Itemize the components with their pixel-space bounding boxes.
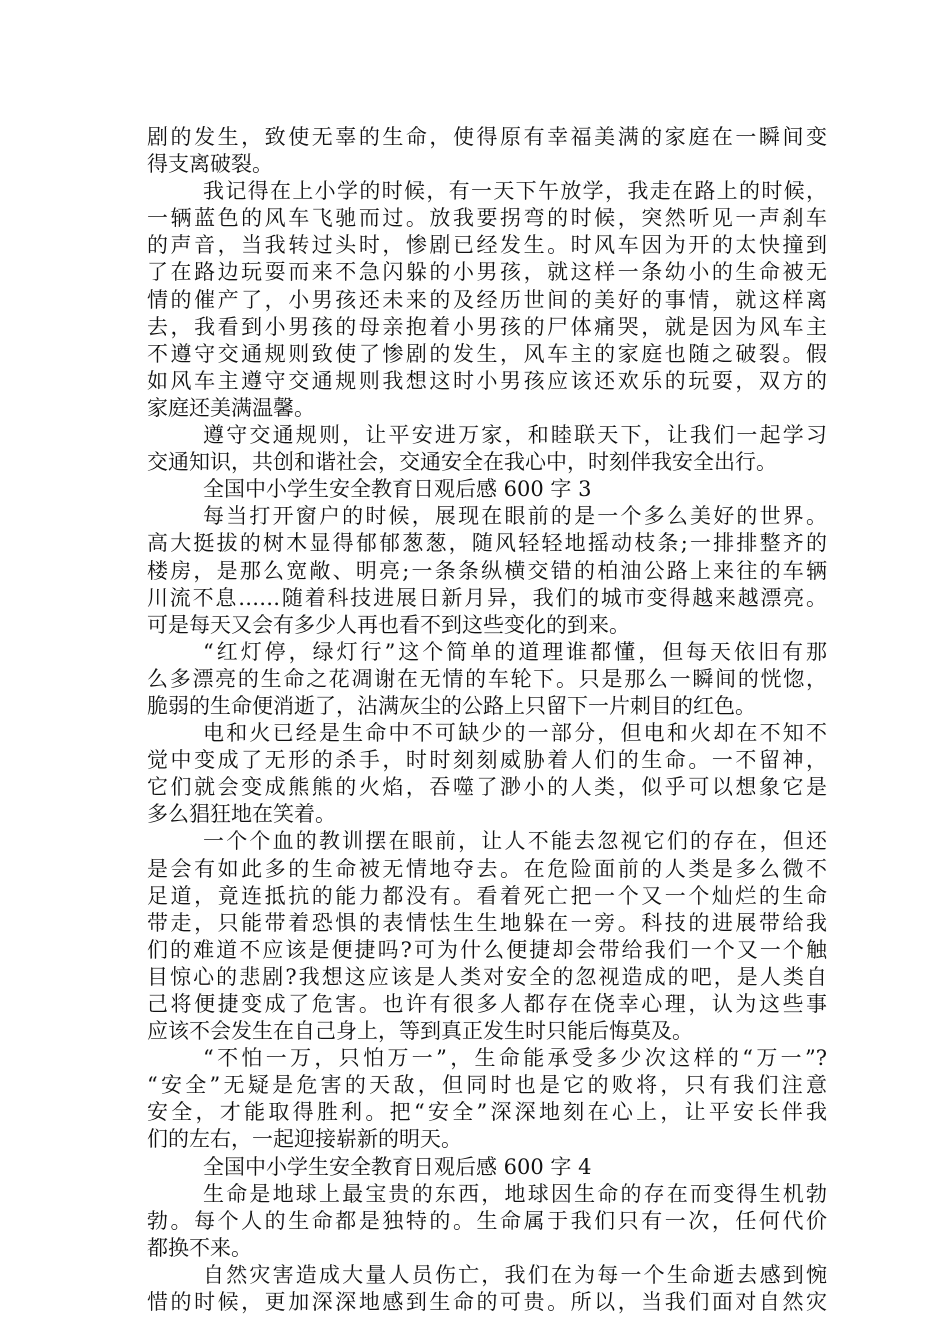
document-page (147, 124, 827, 1316)
text-line: 电和火已经是生命中不可缺少的一部分，但电和火却在不知不 (203, 721, 827, 746)
text-line: 它们就会变成熊熊的火焰，吞噬了渺小的人类，似乎可以想象它是 (147, 775, 827, 800)
text-line: 足道，竟连抵抗的能力都没有。看着死亡把一个又一个灿烂的生命 (147, 883, 827, 908)
text-line: 生命是地球上最宝贵的东西，地球因生命的存在而变得生机勃 (203, 1181, 827, 1206)
text-line: 每当打开窗户的时候，展现在眼前的是一个多么美好的世界。 (203, 504, 827, 529)
text-line: “安全”无疑是危害的天敌，但同时也是它的败将，只有我们注意 (147, 1073, 827, 1098)
text-line: 们的难道不应该是便捷吗?可为什么便捷却会带给我们一个又一个触 (147, 937, 827, 962)
text-line: 交通知识，共创和谐社会，交通安全在我心中，时刻伴我安全出行。 (147, 450, 777, 475)
text-line: 情的催产了，小男孩还未来的及经历世间的美好的事情，就这样离 (147, 287, 827, 312)
text-line: 得支离破裂。 (147, 152, 273, 177)
text-line: 安全，才能取得胜利。把“安全”深深地刻在心上，让平安长伴我 (147, 1100, 827, 1125)
text-line: 如风车主遵守交通规则我想这时小男孩应该还欢乐的玩耍，双方的 (147, 368, 827, 393)
text-line: 勃。每个人的生命都是独特的。生命属于我们只有一次，任何代价 (147, 1208, 827, 1233)
text-line: 高大挺拔的树木显得郁郁葱葱，随风轻轻地摇动枝条;一排排整齐的 (147, 531, 827, 556)
text-line: 剧的发生，致使无辜的生命，使得原有幸福美满的家庭在一瞬间变 (147, 125, 827, 149)
text-line: 么多漂亮的生命之花凋谢在无情的车轮下。只是那么一瞬间的恍惚， (147, 666, 827, 691)
text-line: 一辆蓝色的风车飞驰而过。放我要拐弯的时候，突然听见一声刹车 (147, 206, 827, 231)
text-line: 楼房，是那么宽敞、明亮;一条条纵横交错的柏油公路上来往的车辆 (147, 558, 827, 583)
text-line: 去，我看到小男孩的母亲抱着小男孩的尸体痛哭，就是因为风车主 (147, 314, 827, 339)
text-line: 我记得在上小学的时候，有一天下午放学，我走在路上的时候， (203, 179, 827, 204)
text-line: 惜的时候，更加深深地感到生命的可贵。所以，当我们面对自然灾 (147, 1290, 827, 1315)
text-line: 自然灾害造成大量人员伤亡，我们在为每一个生命逝去感到惋 (203, 1262, 827, 1287)
text-line: “不怕一万，只怕万一”，生命能承受多少次这样的“万一”? (203, 1046, 827, 1071)
text-line: 的声音，当我转过头时，惨剧已经发生。时风车因为开的太快撞到 (147, 233, 827, 258)
text-line: 带走，只能带着恐惧的表情怯生生地躲在一旁。科技的进展带给我 (147, 910, 827, 935)
text-line: 遵守交通规则，让平安进万家，和睦联天下，让我们一起学习 (203, 423, 827, 448)
text-line: 一个个血的教训摆在眼前，让人不能去忽视它们的存在，但还 (203, 829, 827, 854)
text-line: 不遵守交通规则致使了惨剧的发生，风车主的家庭也随之破裂。假 (147, 341, 827, 366)
text-line: 脆弱的生命便消逝了，沾满灰尘的公路上只留下一片刺目的红色。 (147, 693, 756, 718)
text-line: 是会有如此多的生命被无情地夺去。在危险面前的人类是多么微不 (147, 856, 827, 881)
text-line: “红灯停，绿灯行”这个简单的道理谁都懂，但每天依旧有那 (203, 639, 827, 664)
text-line: 多么猖狂地在笑着。 (147, 802, 336, 827)
text-line: 川流不息……随着科技进展日新月异，我们的城市变得越来越漂亮。 (147, 585, 827, 610)
text-line: 们的左右，一起迎接崭新的明天。 (147, 1127, 462, 1152)
text-line: 己将便捷变成了危害。也许有很多人都存在侥幸心理，认为这些事 (147, 992, 827, 1016)
text-line: 目惊心的悲剧?我想这应该是人类对安全的忽视造成的吧，是人类自 (147, 964, 827, 989)
text-line: 了在路边玩耍而来不急闪躲的小男孩，就这样一条幼小的生命被无 (147, 260, 827, 285)
text-line: 家庭还美满温馨。 (147, 395, 315, 420)
text-line: 全国中小学生安全教育日观后感 600 字 4 (203, 1154, 592, 1179)
text-line: 可是每天又会有多少人再也看不到这些变化的到来。 (147, 612, 630, 637)
text-line: 应该不会发生在自己身上，等到真正发生时只能后悔莫及。 (147, 1019, 693, 1044)
text-line: 都换不来。 (147, 1235, 252, 1260)
text-line: 全国中小学生安全教育日观后感 600 字 3 (203, 477, 592, 502)
text-line: 觉中变成了无形的杀手，时时刻刻威胁着人们的生命。一不留神， (147, 748, 827, 773)
